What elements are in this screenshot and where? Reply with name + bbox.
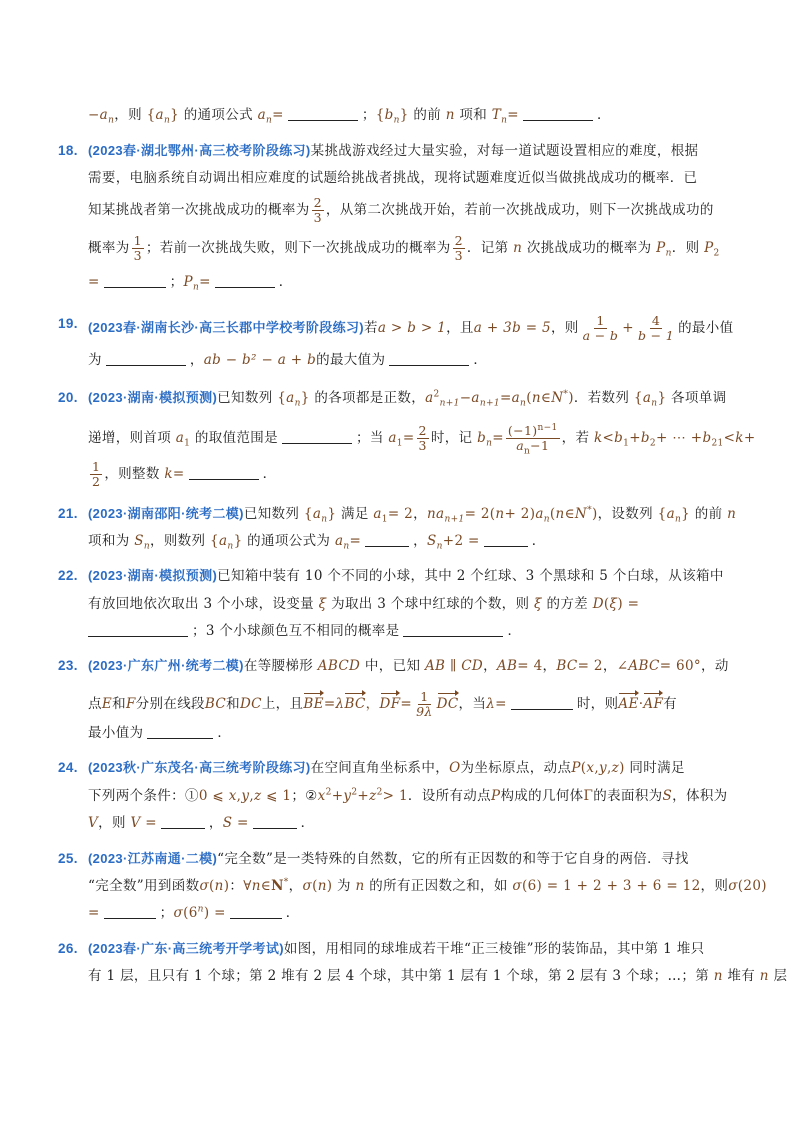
q24-number: 24. (58, 760, 78, 775)
q20-number: 20. (58, 390, 78, 405)
q18-text: 某挑战游戏经过大量实验，对每一道试题设置相应的难度，根据 (310, 143, 699, 159)
q25-blank-1[interactable] (104, 904, 156, 919)
q19-fraction-2: $\frac{4}{b - 1}$ (637, 313, 675, 343)
q18-source: (2023春·湖北鄂州·高三校考阶段练习) (88, 143, 311, 158)
q21-source: (2023·湖南邵阳·统考二模) (88, 506, 244, 521)
q18-text: ．则 (671, 240, 700, 256)
q18-text: ，从第二次挑战开始，若前一次挑战成功，则下一次挑战成功的 (325, 202, 714, 218)
q23-line-1: 23. (2023·广东广州·统考二模)在等腰梯形 ABCD 中，已知 AB ∥ CD，AB= 4，BC= 2，∠ABC= 60°，动 (58, 658, 729, 674)
q18-line-4: 概率为 $\frac{1}{3}$ ；若前一次挑战失败，则下一次挑战成功的概率为 $\frac{2}{3}$ ．记第 n 次挑战成功的概率为 $P_n$．则 $P_2$ (88, 233, 720, 263)
q25-blank-2[interactable] (230, 904, 282, 919)
q25-line-1: 25. (2023·江苏南通·二模)“完全数”是一类特殊的自然数，它的所有正因数的和等于它自身的两倍．寻找 (58, 851, 689, 867)
q25-source: (2023·江苏南通·二模) (88, 851, 218, 866)
q20-source: (2023·湖南·模拟预测) (88, 390, 218, 405)
q23-blank-2[interactable] (147, 724, 213, 739)
q18-line-3 (88, 196, 739, 225)
q22-line-1: 22. (2023·湖南·模拟预测)已知箱中装有 10 个不同的小球，其中 2 个红球、3 个黑球和 5 个白球，从该箱中 (58, 568, 724, 584)
q24-line-3: V，则 V = ，S = ． (88, 815, 315, 831)
q23-line-2: 点E和F分别在线段BC和DC上，且BE=λBC，DF= $\frac{1}{9\lambda}$ DC，当λ= 时，则AE·AF有 (88, 689, 678, 719)
q20-fraction: $\frac{2}{3}$ (418, 423, 427, 453)
q20-blank-2[interactable] (189, 465, 259, 480)
q18-blank-2[interactable] (215, 273, 275, 288)
q18-text: ；若前一次挑战失败，则下一次挑战成功的概率为 (145, 240, 451, 256)
q19-fraction-1: $\frac{1}{a - b}$ (582, 313, 619, 343)
q21-blank-1[interactable] (365, 532, 409, 547)
q18-text: 需要，电脑系统自动调出相应难度的试题给挑战者挑战，现将试题难度近似当做挑战成功的概率．已 (88, 170, 698, 186)
q22-blank-1[interactable] (88, 622, 188, 637)
q18-number: 18. (58, 143, 78, 158)
q19-blank-1[interactable] (106, 351, 186, 366)
q17-blank-2[interactable] (523, 106, 593, 121)
q20-fraction-half: $\frac{1}{2}$ (92, 459, 101, 489)
q18-blank-1[interactable] (104, 273, 166, 288)
q22-source: (2023·湖南·模拟预测) (88, 568, 218, 583)
q18-text: 次挑战成功的概率为 (526, 240, 652, 256)
q18-fraction: $\frac{2}{3}$ (454, 233, 463, 263)
q24-blank-1[interactable] (161, 814, 205, 829)
q19-line-2: 为 ，ab − b² − a + b的最大值为 ． (88, 352, 488, 368)
q17-tail-line: $-a_n$，则 $\{a_n\}$ 的通项公式 $a_n=$ ；$\{b_n\}$ 的前 n 项和 $T_n=$ ． (88, 107, 611, 126)
q19-line-1: 19. (2023春·湖南长沙·高三长郡中学校考阶段练习)若a > b > 1，且a + 3b = 5，则 $\frac{1}{a - b}$ + $\frac{4}{b - 1}$ 的最小值 (58, 313, 734, 343)
q21-blank-2[interactable] (484, 532, 528, 547)
q23-number: 23. (58, 658, 78, 673)
q25-number: 25. (58, 851, 78, 866)
q24-line-2: 下列两个条件：①0 ⩽ x,y,z ⩽ 1；$②x^2+y^2+z^2> 1$．设所有动点P构成的几何体Γ的表面积为S，体积为 (88, 787, 728, 804)
q24-line-1: 24. (2023秋·广东茂名·高三统考阶段练习)在空间直角坐标系中，O为坐标原点，动点P(x,y,z) 同时满足 (58, 760, 685, 776)
q22-number: 22. (58, 568, 78, 583)
q19-source: (2023春·湖南长沙·高三长郡中学校考阶段练习) (88, 320, 364, 335)
q24-blank-2[interactable] (253, 814, 297, 829)
q18-text: 概率为 (88, 240, 130, 256)
q26-line-2: 有 1 层，且只有 1 个球；第 2 堆有 2 层 4 个球，其中第 1 层有 1 个球，第 2 层有 3 个球；…；第 n 堆有 n 层 (88, 968, 788, 984)
q22-blank-2[interactable] (403, 622, 503, 637)
q23-line-3: 最小值为 ． (88, 725, 232, 741)
q25-line-3: = ；$\sigma(6^n)$ = ． (88, 904, 300, 921)
q18-fraction: $\frac{2}{3}$ (313, 195, 322, 225)
q26-number: 26. (58, 941, 78, 956)
q25-line-2: “完全数”用到函数σ(n)：∀n∈N*，σ(n) 为 n 的所有正因数之和，如 σ(6) = 1 + 2 + 3 + 6 = 12，则σ(20) (88, 877, 767, 894)
q19-blank-2[interactable] (389, 351, 469, 366)
q23-blank-1[interactable] (511, 695, 573, 710)
q20-line-2: 递增，则首项 $a_1$ 的取值范围是 ；当 $a_1=$ $\frac{2}{3}$ 时，记 $b_n=$ $\frac{(-1)^{n-1}}{a_n-1}$ ，若 $k<b_1+b_2+$ ⋯ $+b_{21}<k+$ (88, 422, 756, 457)
q21-line-1: 21. (2023·湖南邵阳·统考二模)已知数列 $\{a_n\}$ 满足 $a_1= 2$，$na_{n+1}= 2(n+$ $2)a_n(n\in N^*)$，设数列 $\{a_n\}$ 的前 n (58, 505, 737, 525)
q20-line-1: 20. (2023·湖南·模拟预测)已知数列 $\{a_n\}$ 的各项都是正数，$a^2_{n+1}-a_{n+1}=a_n(n\in N^*)$．若数列 $\{a_n\}$ 各项单调 (58, 389, 727, 409)
q23-source: (2023·广东广州·统考二模) (88, 658, 244, 673)
q26-source: (2023春·广东·高三统考开学考试) (88, 941, 284, 956)
q24-source: (2023秋·广东茂名·高三统考阶段练习) (88, 760, 311, 775)
q18-line-1 (58, 141, 739, 161)
q20-line-3: $\frac{1}{2}$ ，则整数 k= ． (92, 459, 277, 489)
q18-line-5: = ；$P_n=$ ． (88, 274, 293, 293)
q20-fraction-b: $\frac{(-1)^{n-1}}{a_n-1}$ (507, 422, 558, 457)
q26-line-1: 26. (2023春·广东·高三统考开学考试)如图，用相同的球堆成若干堆“正三棱锥”形的装饰品，其中第 1 堆只 (58, 941, 705, 957)
q20-blank-1[interactable] (282, 429, 352, 444)
q18-line-2 (88, 168, 739, 188)
q22-line-3: ；3 个小球颜色互不相同的概率是 ． (88, 621, 739, 641)
q18-text: ．记第 (466, 240, 509, 256)
q22-line-2: 有放回地依次取出 3 个小球，设变量 ξ 为取出 3 个球中红球的个数，则 ξ 的方差 D(ξ) = (88, 596, 640, 612)
q18-text: 知某挑战者第一次挑战成功的概率为 (88, 202, 310, 218)
q19-number: 19. (58, 316, 78, 331)
q21-line-2: 项和为 $S_n$，则数列 $\{a_n\}$ 的通项公式为 $a_n=$ ，$S_n+2$ = ． (88, 533, 546, 552)
q23-fraction: $\frac{1}{9\lambda}$ (416, 689, 433, 719)
q17-blank-1[interactable] (288, 106, 358, 121)
q18-fraction: $\frac{1}{3}$ (133, 233, 142, 263)
q21-number: 21. (58, 506, 78, 521)
